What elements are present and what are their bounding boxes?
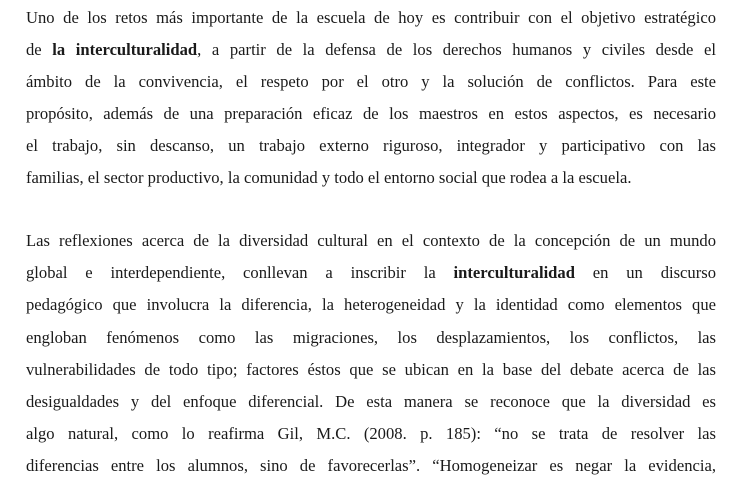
text-segment: , a partir de la defensa de los derechos humanos y civiles desde el xyxy=(197,40,716,59)
text-line xyxy=(26,102,716,126)
text-segment: Las reflexiones acerca de la diversidad cultural en el contexto de la concepción de un mundo xyxy=(26,231,716,250)
text-line xyxy=(26,326,716,350)
text-segment: algo natural, como lo reafirma Gil, M.C. (2008. p. 185): “no se trata de resolver las xyxy=(26,424,716,443)
text-segment: ámbito de la convivencia, el respeto por el otro y la solución de conflictos. Para este xyxy=(26,72,716,91)
text-segment: de xyxy=(26,40,53,59)
text-line xyxy=(26,293,716,317)
text-line xyxy=(26,422,716,446)
text-line xyxy=(26,166,716,190)
text-segment: pedagógico que involucra la diferencia, la heterogeneidad y la identidad como elementos que xyxy=(26,295,716,314)
text-segment: vulnerabilidades de todo tipo; factores éstos que se ubican en la base del debate acerca de las xyxy=(26,360,716,379)
text-segment: familias, el sector productivo, la comunidad y todo el entorno social que rodea a la escuela. xyxy=(26,168,632,187)
text-segment: propósito, además de una preparación eficaz de los maestros en estos aspectos, es necesario xyxy=(26,104,716,123)
text-segment: diferencias entre los alumnos, sino de favorecerlas”. “Homogeneizar es negar la evidencia, xyxy=(26,456,716,475)
text-segment: engloban fenómenos como las migraciones, los desplazamientos, los conflictos, las xyxy=(26,328,716,347)
bold-term: interculturalidad xyxy=(453,263,575,282)
text-line xyxy=(26,454,716,478)
text-line xyxy=(26,261,716,285)
text-line xyxy=(26,390,716,414)
text-line xyxy=(26,134,716,158)
text-segment: Uno de los retos más importante de la escuela de hoy es contribuir con el objetivo estratégico xyxy=(26,8,716,27)
text-line xyxy=(26,70,716,94)
text-line xyxy=(26,38,716,62)
text-line xyxy=(26,229,716,253)
text-line xyxy=(26,358,716,382)
text-segment: el trabajo, sin descanso, un trabajo externo riguroso, integrador y participativo con las xyxy=(26,136,716,155)
bold-term: la interculturalidad xyxy=(52,40,198,59)
text-line xyxy=(26,6,716,30)
text-segment: global e interdependiente, conllevan a inscribir la xyxy=(26,263,454,282)
text-segment: desigualdades y del enfoque diferencial. De esta manera se reconoce que la diversidad es xyxy=(26,392,716,411)
text-segment: en un discurso xyxy=(574,263,716,282)
